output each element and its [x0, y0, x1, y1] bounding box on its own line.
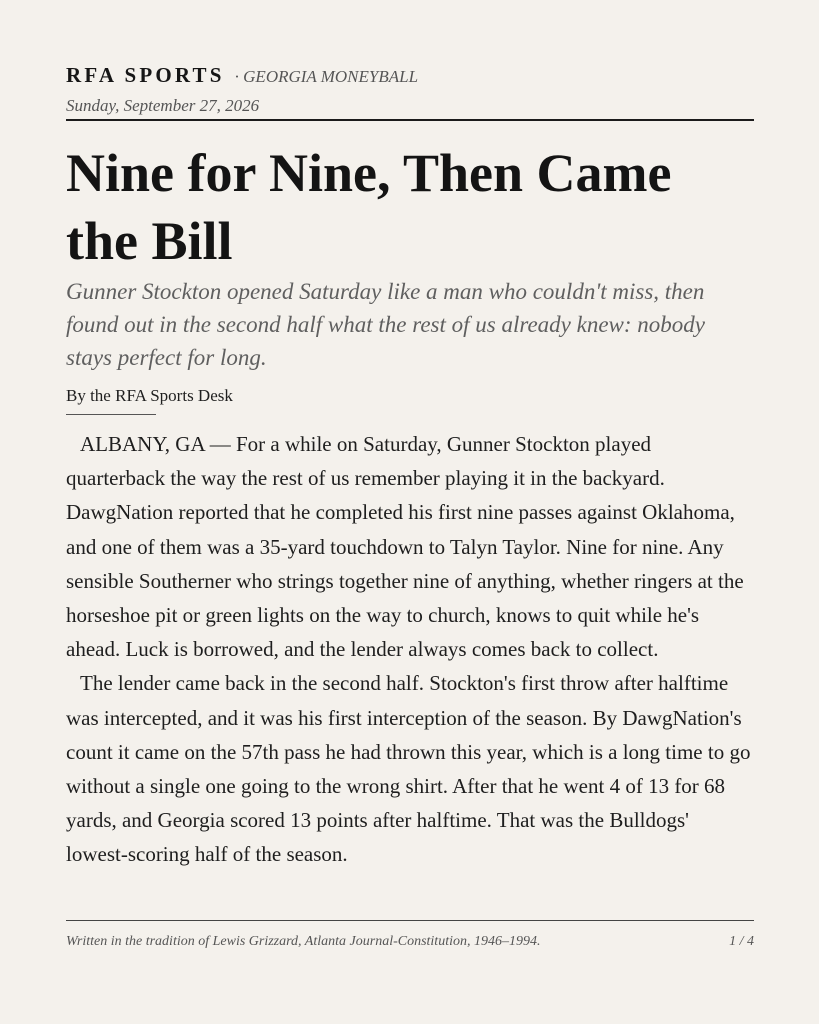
- publication-name: RFA SPORTS: [66, 63, 225, 87]
- body-paragraph: The lender came back in the second half. Stockton's first throw after halftime was intercepted, and it was his first interception of the season. By DawgNation's count it came on the 57th pass he had thrown this year, which is a long time to go without a single one going to the wrong shirt. After that he went 4 of 13 for 68 yards, and Georgia scored 13 points after halftime. That was the Bulldogs' lowest-scoring half of the season.: [66, 671, 751, 867]
- footer-divider: [66, 920, 754, 921]
- publication-date: Sunday, September 27, 2026: [66, 96, 260, 115]
- page-number: 1 / 4: [729, 934, 754, 949]
- byline-divider: [66, 414, 156, 415]
- article-page: [66, 0, 754, 1024]
- section-label: · GEORGIA MONEYBALL: [234, 67, 419, 86]
- masthead: [66, 63, 418, 88]
- article-body: [66, 427, 754, 872]
- masthead-divider: [66, 119, 754, 121]
- subheadline: Gunner Stockton opened Saturday like a man who couldn't miss, then found out in the second half what the rest of us already knew: nobody stays perfect for long.: [66, 279, 706, 370]
- footer-note: Written in the tradition of Lewis Grizzard, Atlanta Journal-Constitution, 1946–1994.: [66, 934, 541, 949]
- byline: By the RFA Sports Desk: [66, 386, 233, 405]
- body-paragraph: ALBANY, GA — For a while on Saturday, Gunner Stockton played quarterback the way the rest of us remember playing it in the backyard. DawgNation reported that he completed his first nine passes against Oklahoma, and one of them was a 35-yard touchdown to Talyn Taylor. Nine for nine. Any sensible Southerner who strings together nine of anything, whether ringers at the horseshoe pit or green lights on the way to church, knows to quit while he's ahead. Luck is borrowed, and the lender always comes back to collect.: [66, 432, 744, 662]
- headline: Nine for Nine, Then Came the Bill: [66, 143, 672, 271]
